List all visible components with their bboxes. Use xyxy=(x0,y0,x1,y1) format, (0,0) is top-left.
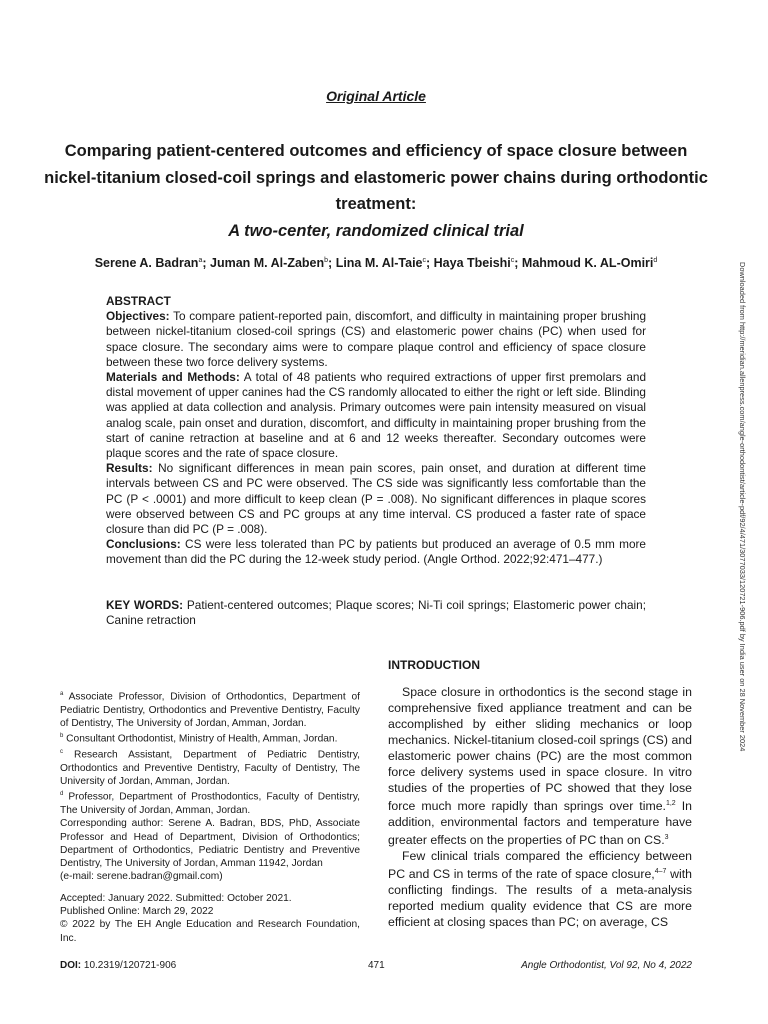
abstract-methods xyxy=(106,370,646,461)
citation-ref[interactable]: 4–7 xyxy=(654,868,667,876)
conclusions-text: CS were less tolerated than PC by patients but produced an average of 0.5 mm more movement than did the PC during the 12-week study period. (Angle Orthod. 2022;92:471–477.) xyxy=(106,537,646,567)
abstract-heading: ABSTRACT xyxy=(106,294,171,308)
intro-paragraph xyxy=(388,848,692,930)
footnote-mark: c xyxy=(60,748,63,755)
author-name: Juman M. Al-Zaben xyxy=(210,256,325,270)
article-title xyxy=(40,138,712,244)
intro-paragraph xyxy=(388,684,692,848)
citation-ref[interactable]: 1,2 xyxy=(665,800,676,807)
copyright-notice: © 2022 by The EH Angle Education and Research Foundation, Inc. xyxy=(60,919,360,944)
introduction-body xyxy=(388,684,692,930)
results-text: No significant differences in mean pain scores, pain onset, and duration at different time intervals between CS and PC were observed. The CS side was significantly less comfortable than the PC (P < .0001) and more difficult to keep clean (P = .008). No significant differences in plaque scores were observed between CS and PC groups at any time interval. CS produced a faster rate of space closure than did PC (P = .008). xyxy=(106,461,646,537)
journal-citation: Angle Orthodontist, Vol 92, No 4, 2022 xyxy=(521,960,692,971)
download-watermark: Downloaded from http://meridian.allenpress.com/angle-orthodontist/article-pdf/92/4/471/3077033/120721-906.pdf by India user on 28 November 2024 xyxy=(738,262,747,752)
page-number: 471 xyxy=(368,960,385,971)
author-name: Mahmoud K. AL-Omiri xyxy=(521,256,654,270)
footnote-mark: b xyxy=(60,733,64,740)
author-name: Haya Tbeishi xyxy=(433,256,511,270)
accepted-date: Accepted: January 2022. Submitted: October 2021. xyxy=(60,892,292,904)
title-subtitle: A two-center, randomized clinical trial xyxy=(228,221,524,240)
footnote-mark: a xyxy=(60,691,64,697)
footnote-text: Associate Professor, Division of Orthodontics, Department of Pediatric Dentistry, Orthodontics and Preventive Dentistry, Faculty of Dentistry, The University of Jordan, Amman, Jordan. xyxy=(60,691,360,729)
abstract-conclusions xyxy=(106,537,646,567)
author-affiliation-mark: a xyxy=(198,256,203,264)
affiliation-footnote xyxy=(60,746,360,788)
abstract-objectives xyxy=(106,309,646,370)
introduction-heading: INTRODUCTION xyxy=(388,658,480,672)
author-email[interactable]: (e-mail: serene.badran@gmail.com) xyxy=(60,871,223,883)
author-name: Serene A. Badran xyxy=(94,256,199,270)
published-date: Published Online: March 29, 2022 xyxy=(60,906,214,918)
title-main: Comparing patient-centered outcomes and efficiency of space closure between nickel-titanium closed-coil springs and elastomeric power chains during orthodontic treatment: xyxy=(44,142,708,213)
footnote-text: Consultant Orthodontist, Ministry of Health, Amman, Jordan. xyxy=(63,733,338,745)
objectives-text: To compare patient-reported pain, discomfort, and difficulty in maintaining proper brushing between nickel-titanium closed-coil springs (CS) and elastomeric power chains (PC) when used for space closure. The secondary aims were to compare plaque control and efficiency of space closure between these two force delivery systems. xyxy=(106,309,646,369)
author-affiliation-mark: c xyxy=(510,256,515,264)
author-affiliation-mark: d xyxy=(653,256,658,264)
objectives-label: Objectives: xyxy=(106,309,170,324)
author-name: Lina M. Al-Taie xyxy=(335,256,423,270)
keywords-label: KEY WORDS: xyxy=(106,598,184,612)
author-affiliation-mark: c xyxy=(422,256,426,264)
methods-label: Materials and Methods: xyxy=(106,370,240,385)
keywords xyxy=(106,598,646,628)
article-type: Original Article xyxy=(326,88,426,104)
intro-text: with conflicting findings. The results of a meta-analysis reported medium quality evidence that CS are more efficient at closing spaces than PC; on average, CS xyxy=(388,867,692,930)
corresponding-author: Corresponding author: Serene A. Badran, BDS, PhD, Associate Professor and Head of Department, Division of Orthodontics; Department of Orthodontics, Pediatric Dentistry and Preventive Dentistry, The University of Jordan, Amman 11942, Jordan xyxy=(60,818,360,870)
methods-text: A total of 48 patients who required extractions of upper first premolars and distal movement of upper canines had the CS randomly allocated to either the right or left side. Blinding was applied at data collection and analysis. Primary outcomes were pain intensity measured on visual analog scale, pain onset and duration, discomfort, and difficulty in maintaining proper brushing from the start of canine retraction at baseline and at 6 and 12 weeks thereafter. Secondary outcomes were plaque scores and the rate of space closure. xyxy=(106,370,647,461)
doi-value: 10.2319/120721-906 xyxy=(81,960,177,971)
author-list: Serene A. Badran$^a$; Juman M. Al-Zaben$^b$; Lina M. Al-Taie$^c$; Haya Tbeishi$^c$; Mahmoud K. AL-Omiri$^d$ xyxy=(94,256,658,270)
doi-label: DOI: xyxy=(60,960,82,971)
author-affiliation-mark: b xyxy=(324,256,329,264)
results-label: Results: xyxy=(106,461,153,476)
abstract-results xyxy=(106,461,646,537)
affiliation-footnote xyxy=(60,788,360,817)
keywords-text: Patient-centered outcomes; Plaque scores; Ni-Ti coil springs; Elastomeric power chain; Canine retraction xyxy=(106,598,647,628)
footnotes xyxy=(60,688,360,945)
footnote-text: Professor, Department of Prosthodontics, Faculty of Dentistry, The University of Jordan, Amman, Jordan. xyxy=(60,791,360,816)
conclusions-label: Conclusions: xyxy=(106,537,181,552)
affiliation-footnote xyxy=(60,730,360,746)
intro-text: In addition, environmental factors and temperature have greater effects on the properties of PC than on CS. xyxy=(388,799,692,848)
footnote-mark: d xyxy=(60,791,64,798)
citation-ref[interactable]: 3 xyxy=(664,834,669,842)
abstract xyxy=(106,294,646,568)
affiliation-footnote xyxy=(60,688,360,730)
intro-text: Few clinical trials compared the efficiency between PC and CS in terms of the rate of space closure, xyxy=(388,849,692,882)
doi[interactable] xyxy=(60,960,176,971)
intro-text: Space closure in orthodontics is the second stage in comprehensive fixed appliance treatment and can be accomplished by either sliding mechanics or loop mechanics. Nickel-titanium closed-coil springs (CS) and elastomeric power chains (PC) are the most common force delivery systems used in space closure. In vitro studies of the properties of PC showed that they lose force much more rapidly than springs over time. xyxy=(388,685,692,814)
footnote-text: Research Assistant, Department of Pediatric Dentistry, Orthodontics and Preventive Dentistry, Faculty of Dentistry, The University of Jordan, Amman, Jordan. xyxy=(60,749,360,787)
